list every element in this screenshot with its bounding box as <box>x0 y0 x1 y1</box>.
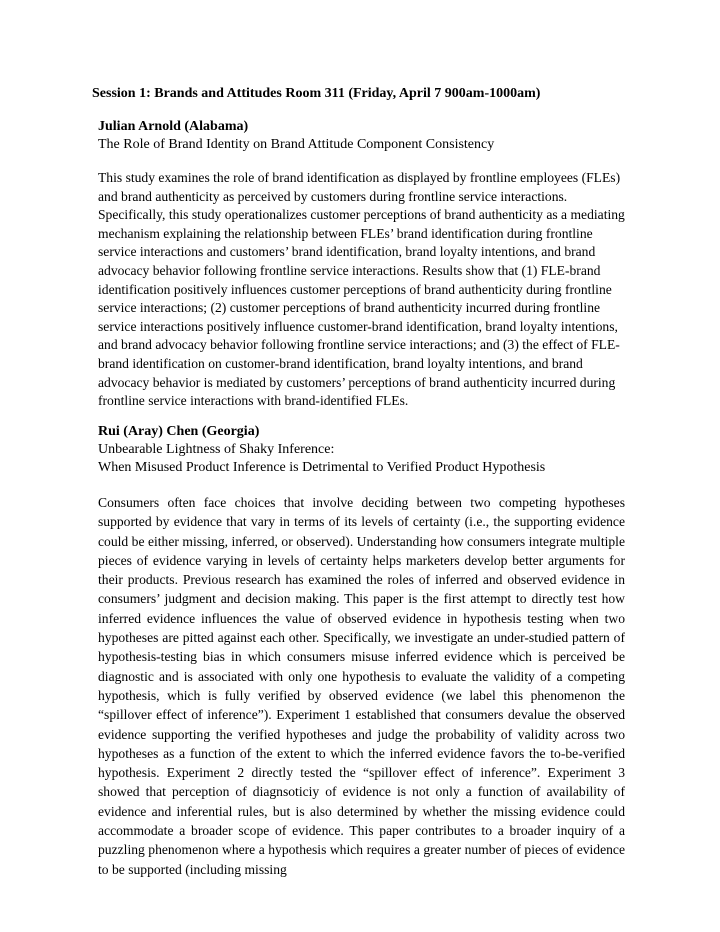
author-name: Julian Arnold (Alabama) <box>98 119 249 134</box>
abstract-body: This study examines the role of brand identification as displayed by frontline employees (FLEs) and brand authenticity as perceived by customers during frontline service interactions. Specifically, this study operationalizes customer perceptions of brand authenticity as a mediating mechanism explaining the relationship between FLEs’ brand identification during frontline service interactions and customers’ brand identification, brand loyalty intentions, and brand advocacy behavior following frontline service interactions. Results show that (1) FLE-brand identification positively influences customer perceptions of brand authenticity during frontline service interactions; (2) customer perceptions of brand authenticity incurred during frontline service interactions positively influence customer-brand identification, brand loyalty intentions, and brand advocacy behavior following frontline service interactions; and (3) the effect of FLE-brand identification on customer-brand identification, brand loyalty intentions, and brand advocacy behavior is mediated by customers’ perceptions of brand authenticity incurred during frontline service interactions with brand-identified FLEs. <box>98 170 625 409</box>
abstract-chen <box>98 423 625 879</box>
abstract-arnold <box>98 118 628 411</box>
session-heading: Session 1: Brands and Attitudes Room 311 (Friday, April 7 900am-1000am) <box>92 86 541 101</box>
abstract-body: Consumers often face choices that involve deciding between two competing hypotheses supported by evidence that vary in terms of its levels of certainty (i.e., the supporting evidence could be either missing, inferred, or observed). Understanding how consumers integrate multiple pieces of evidence varying in levels of certainty helps marketers develop better arguments for their products. Previous research has examined the roles of inferred and observed evidence in consumers’ judgment and decision making. This paper is the first attempt to directly test how inferred evidence influences the value of observed evidence in hypothesis testing when two hypotheses are pitted against each other. Specifically, we investigate an under-studied pattern of hypothesis-testing bias in which consumers misuse inferred evidence which is perceived be diagnostic and is associated with only one hypothesis to evaluate the validity of a competing hypothesis, which is fully verified by observed evidence (we label this phenomenon the “spillover effect of inference”). Experiment 1 established that consumers devalue the observed evidence supporting the verified hypotheses and judge the probability of validity across two hypotheses as a function of the extent to which the inferred evidence favors the to-be-verified hypothesis. Experiment 2 directly tested the “spillover effect of inference”. Experiment 3 showed that perception of diagnsoticiy of evidence is not only a function of availability of evidence and inferential rules, but is also determined by whether the missing evidence could accommodate a broader scope of evidence. This paper contributes to a broader inquiry of a puzzling phenomenon where a hypothesis which requires a greater number of pieces of evidence to be supported (including missing <box>98 495 625 877</box>
author-name: Rui (Aray) Chen (Georgia) <box>98 424 260 439</box>
abstract-title-line-1: Unbearable Lightness of Shaky Inference: <box>98 442 335 457</box>
abstract-title: The Role of Brand Identity on Brand Attitude Component Consistency <box>98 137 495 152</box>
abstract-title-line-2: When Misused Product Inference is Detrimental to Verified Product Hypothesis <box>98 460 546 475</box>
